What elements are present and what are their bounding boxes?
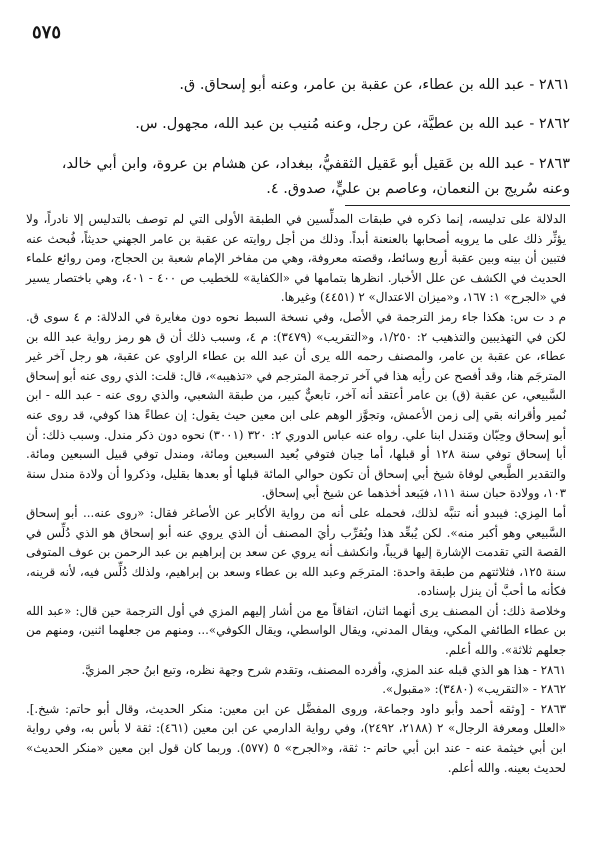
footnote-divider <box>345 205 570 206</box>
footnotes <box>26 210 566 778</box>
entry-2863: ٢٨٦٣ - عبد الله بن عَقيل أبو عَقيل الثقفيُّ، ببغداد، عن هشام بن عروة، وابن أبي خالد، وعنه سُريج بن النعمان، وعاصم بن عليٍّ، صدوق. ٤. <box>61 155 570 197</box>
footnote-2862: ٢٨٦٢ - «التقريب» (٣٤٨٠): «مقبول». <box>382 682 566 697</box>
footnote-paragraph: وخلاصة ذلك: أن المصنف يرى أنهما اثنان، اتفاقاً مع من أشار إليهم المزي في أول الترجمة حين قال: «عبد الله بن عطاء الطائفي المكي، ويقال المدني، ويقال الواسطي، ويقال الكوفي»... ومنهم من جعلهما اثنين، ومنهم من جعلهم ثلاثة». والله أعلم. <box>26 603 566 658</box>
entry-2861: ٢٨٦١ - عبد الله بن عطاء، عن عقبة بن عامر، وعنه أبو إسحاق. ق. <box>179 76 570 93</box>
entry-2862: ٢٨٦٢ - عبد الله بن عطيَّة، عن رجل، وعنه مُنيب بن عبد الله، مجهول. س. <box>135 116 570 132</box>
footnote-paragraph: أما المِزي: فيبدو أنه تنبَّه لذلك، فحمله على أنه من رواية الأكابر عن الأصاغر فقال: «روى عنه... أبو إسحاق السَّبيعي وهو أكبر منه». لكن يُبعِّد هذا ويُقرِّب رأيَ المصنف أن الذي يروي عنه أبو إسحاق هو الذي دُلِّس في القصة التي تقدمت الإشارة إليها قريباً، وانكشف أنه يروي عن سعد بن إبراهيم بن عبد الرحمن بن عوف المتوفى سنة ١٢٥، فثلاثتهم من طبقة واحدة: المترجَم وعبد الله بن عطاء وسعد بن إبراهيم، ولذلك دُلِّس فيه، لأنه قرينه، فكأنه ما أحبَّ أن ينزل بإسناده. <box>26 505 566 599</box>
footnote-2861: ٢٨٦١ - هذا هو الذي قبله عند المزي، وأفرده المصنف، وتقدم شرح وجهة نظره، وتبع ابنُ حجر المزيَّ. <box>81 662 566 677</box>
footnote-2863: ٢٨٦٣ - [وثقه أحمد وأبو داود وجماعة، وروى المفضَّل عن ابن معين: منكر الحديث، وقال أبو حاتم: شيخ.]. «العلل ومعرفة الرجال» ٢ (٢١٨٨، ٢٤٩٢)، وفي رواية الدارمي عن ابن معين (٤٦١): ثقة لا بأس به، وفي رواية ابن أبي خيثمة عنه - عند ابن أبي حاتم -: ثقة، و«الجرح» ٥ (٥٧٧). وربما كان قول ابن معين «منكر الحديث» لحديث بعينه. والله أعلم. <box>26 701 567 775</box>
footnote-paragraph: الدلالة على تدليسه، إنما ذكره في طبقات المدلِّسين في الطبقة الأولى التي لم توصف بالتدليس إلا نادراً، ولا يؤثِّر ذلك على ما يرويه أصحابها بالعنعنة أبداً. وذلك من أجل روايته عن عقبة بن عامر الجهني حديثاً، فُبحث عنه فتبين أن بينه وبين عقبة أربع وسائط، وقصته معروفة، وهي من مفاخر الإمام شعبة بن الحجاج، ومن روائع علماء الحديث في الكشف عن علل الأخبار. انظرها بتمامها في «الكفاية» للخطيب ص ٤٠٠ - ٤٠١، وهي باختصار يسير في «الجرح» ١: ١٦٧، و«ميزان الاعتدال» ٢ (٤٤٥١) وغيرها. <box>26 212 566 305</box>
footnote-paragraph: م د ت س: هكذا جاء رمز الترجمة في الأصل، وفي نسخة السبط نحوه دون مغايرة في الدلالة: م ٤ سوى ق. لكن في التهذيبين والتذهيب ٢: ١/٢٥٠، و«التقريب» (٣٤٧٩): م ٤، وسبب ذلك أن ق هو رمز رواية عبد الله بن عطاء، عن عقبة بن عامر، والمصنف رحمه الله يرى أن عبد الله بن عطاء الراوي عن عقبة، هو رجل آخر غير المترجَم هنا، وقد أفصح عن رأيه هذا في آخر ترجمة المترجم في «تذهيبه»، قال: قلت: الذي روى عنه أبو إسحاق السَّبيعي، عن عقبة (ق) بن عامر أعتقد أنه آخر، تابعيٌّ كبير، من طبقة الشعبي، والذي روى عنه - عبد الله - ابن نُمير وأقرانه بقي إلى زمن الأعمش، وتجوَّز الوهم على ابن معين حيث يقول: إن عطاءً هذا كوفي، قد روى عنه أبو إسحاق وحِبّان ومَندل ابنا علي. رواه عنه عباس الدوري ٢: ٣٢٠ (٣٠٠١) نحوه دون ذكر مندل. وسبب ذلك: أن أبا إسحاق توفي سنة ١٢٨ أو قبلها، أما حِبان فتوفي بُعيد السبعين ومائة، ومندل توفي قبيل السبعين ومائة. والتقدير الطَّبعي لوفاة شيخ أبي إسحاق أن تكون حوالي المائة قبلها أو بعدها بقليل، وذكروا أن ولادة مندل سنة ١٠٣، وولادة حبان سنة ١١١، فيَبعد أخذهما عن شيخ أبي إسحاق. <box>26 309 566 501</box>
page-number: ٥٧٥ <box>32 22 62 43</box>
main-entries <box>30 58 570 206</box>
